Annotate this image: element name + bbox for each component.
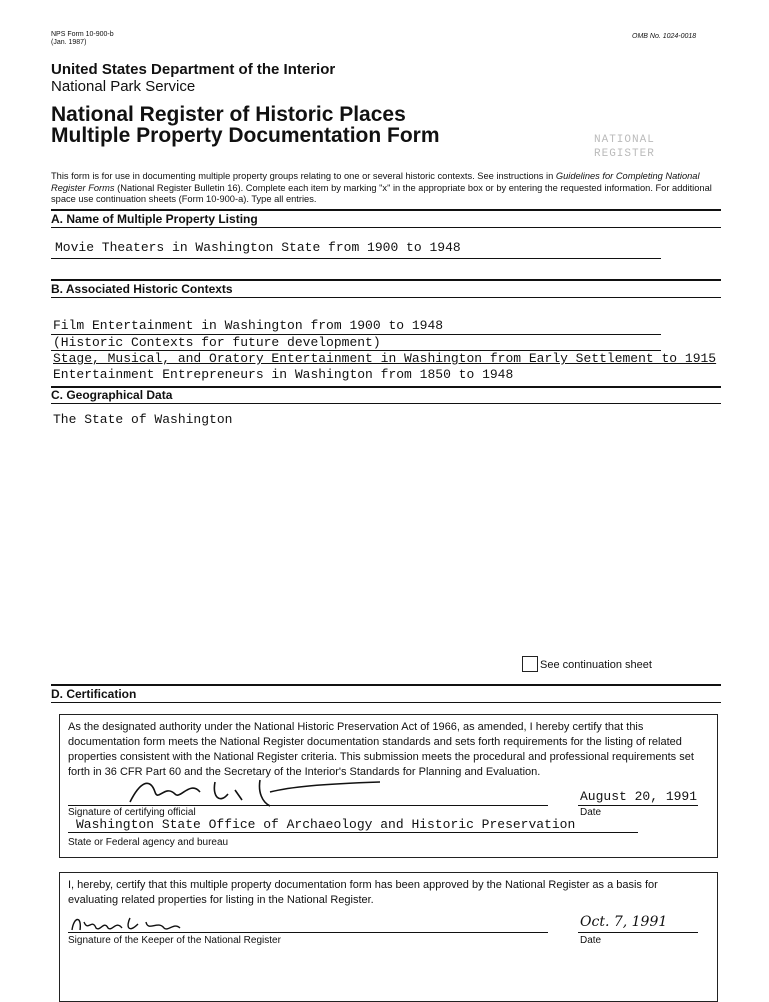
instructions-part1: This form is for use in documenting multiple property groups relating to one or several historic contexts. See instructions in [51,171,554,181]
certifying-official-signature [120,772,400,812]
date-caption: Date [580,807,602,818]
page-title: National Register of Historic Places [51,103,406,126]
section-a-heading: A. Name of Multiple Property Listing [51,212,258,226]
keeper-date-caption: Date [580,935,602,946]
instructions [51,171,721,206]
certification-date: August 20, 1991 [580,789,698,804]
context-line-4: Entertainment Entrepreneurs in Washington from 1850 to 1948 [53,367,514,382]
section-b-rule [51,297,721,298]
page-subtitle: Multiple Property Documentation Form [51,124,440,147]
property-listing-name: Movie Theaters in Washington State from 1900 to 1948 [55,240,461,255]
received-stamp-line2: REGISTER [594,148,655,160]
context-line-3: Stage, Musical, and Oratory Entertainment in Washington from Early Settlement to 1915 [53,351,717,366]
service: National Park Service [51,78,196,95]
context-line-1: Film Entertainment in Washington from 1900 to 1948 [53,318,444,333]
signature-caption: Signature of certifying official [68,807,196,818]
section-c-rule [51,403,721,404]
instructions-part2: (National Register Bulletin 16). Complete each item by marking "x" in the appropriate box or by entering the requested information. For additional space use continuation sheets (Form 10-900-a). Type all entries. [51,182,712,204]
context-line-2: (Historic Contexts for future development) [53,335,381,350]
signature-line [68,805,548,806]
keeper-date: Oct. 7, 1991 [580,914,668,930]
department: United States Department of the Interior [51,61,336,78]
keeper-signature-line [68,932,548,933]
keeper-statement: I, hereby, certify that this multiple property documentation form has been approved by the National Register as a basis for evaluating related properties for listing in the National Register. [68,879,658,906]
received-stamp-line1: NATIONAL [594,134,655,146]
section-b-heading: B. Associated Historic Contexts [51,282,233,296]
form-number: NPS Form 10-900-b [51,31,114,38]
section-d-rule [51,702,721,703]
certification-statement: As the designated authority under the National Historic Preservation Act of 1966, as amended, I hereby certify that this documentation form meets the National Register documentation standards and sets forth requirements for the listing of related properties consistent with the National Register criteria. This submission meets the procedural and professional requirements set forth in 36 CFR Part 60 and the Secretary of the Interior's Standards for Planning and Evaluation. [68,721,694,778]
instructions-guidelines-title: Guidelines for Completing National Register Forms [51,171,700,193]
omb-number: OMB No. 1024-0018 [632,33,697,40]
agency-caption: State or Federal agency and bureau [68,837,229,848]
agency-name: Washington State Office of Archaeology and Historic Preservation [76,817,576,832]
section-b-top-rule [51,279,721,281]
continuation-sheet-label: See continuation sheet [540,659,652,671]
section-d-top-rule [51,684,721,686]
keeper-date-line [578,932,698,933]
continuation-sheet-checkbox[interactable] [522,656,538,672]
date-line [578,805,698,806]
agency-line [68,832,638,833]
section-a-value-line [51,258,661,259]
section-c-heading: C. Geographical Data [51,388,173,402]
keeper-signature-caption: Signature of the Keeper of the National Register [68,935,281,946]
section-a-top-rule [51,209,721,211]
section-a-rule [51,227,721,228]
geographical-data-value: The State of Washington [53,412,233,427]
form-date: (Jan. 1987) [51,39,87,46]
section-d-heading: D. Certification [51,687,137,701]
